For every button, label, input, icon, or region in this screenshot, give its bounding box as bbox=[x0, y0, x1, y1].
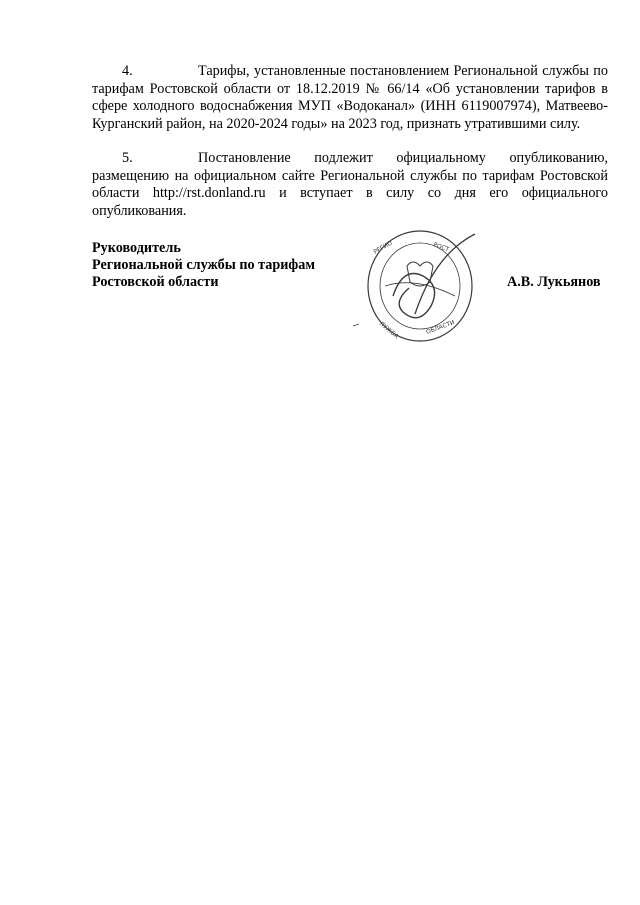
handwritten-signature bbox=[393, 274, 435, 318]
paragraph-number: 4. bbox=[122, 63, 133, 79]
position-line: Региональной службы по тарифам bbox=[92, 257, 316, 273]
paragraph-number: 5. bbox=[122, 150, 133, 166]
svg-text:ОБЛАСТИ: ОБЛАСТИ bbox=[425, 319, 456, 336]
position-line: Ростовской области bbox=[92, 274, 219, 290]
paragraph-text: Тарифы, установленные постановлением Региональной службы по тарифам Ростовской области от 18.12.2019 № 66/14 «Об установлении тарифов в сфере холодного водоснабжения МУП «Водоканал» (ИНН 6119007974), Матвеево-Курганский район, на 2020-2024 годы» на 2023 год, признать утратившими силу. bbox=[92, 63, 608, 132]
official-seal-with-signature bbox=[345, 226, 495, 346]
paragraph-text: Постановление подлежит официальному опубликованию, размещению на официальном сайте Региональной службы по тарифам Ростовской области http://rst.donland.ru и вступает в силу со дня его официального опубликования. bbox=[92, 150, 608, 219]
position-line: Руководитель bbox=[92, 240, 181, 256]
svg-text:ЛУЖБА: ЛУЖБА bbox=[377, 320, 400, 341]
paragraph-4 bbox=[92, 63, 608, 133]
signatory-position bbox=[92, 240, 315, 291]
signer-name: А.В. Лукьянов bbox=[507, 274, 601, 290]
svg-text:РЕГИО: РЕГИО bbox=[372, 239, 394, 256]
paragraph-5 bbox=[92, 150, 608, 220]
svg-text:РОСТ: РОСТ bbox=[432, 241, 450, 254]
